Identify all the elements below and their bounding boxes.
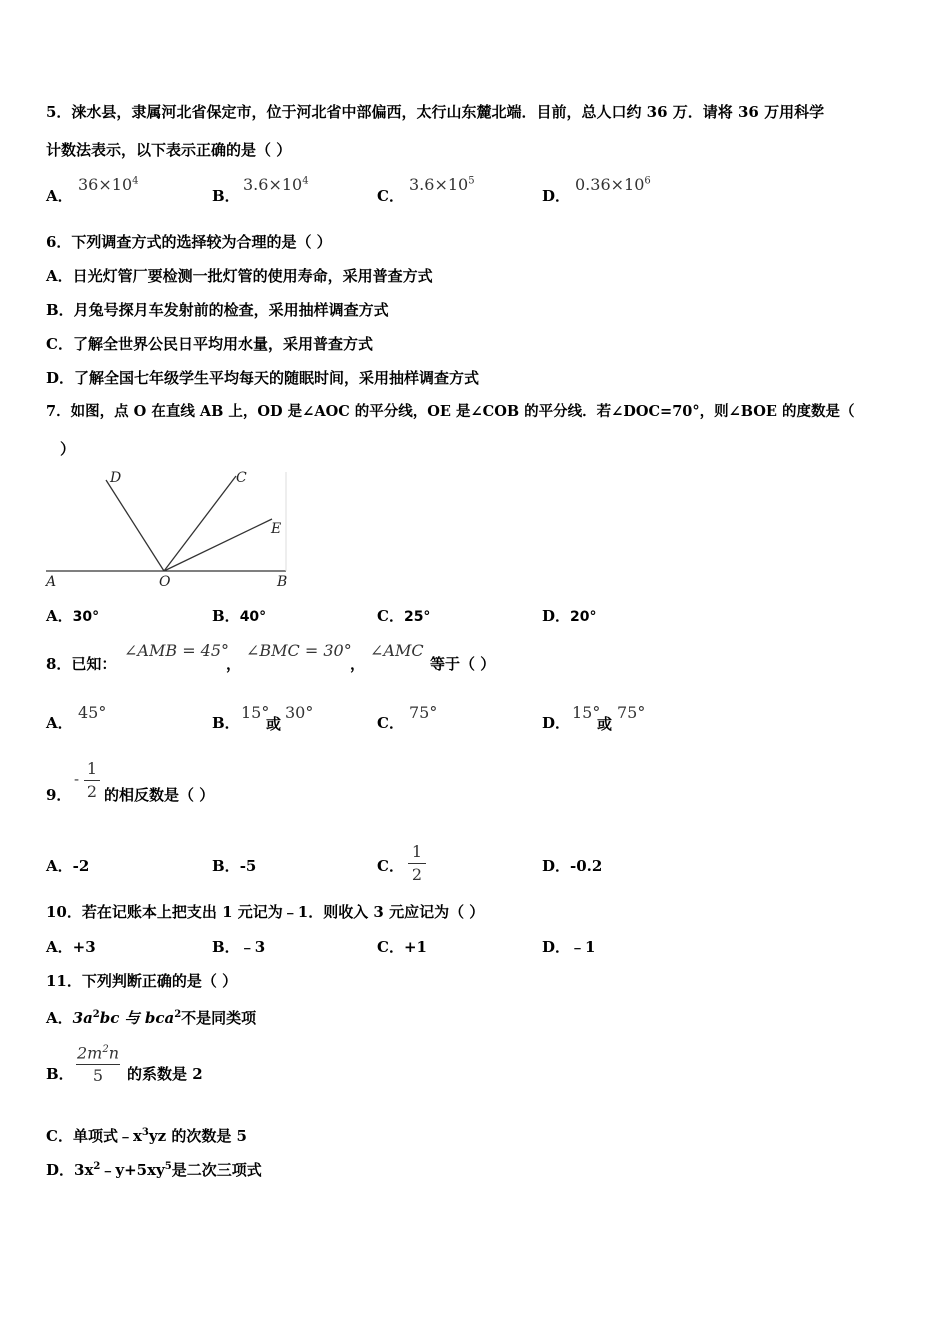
q8-option-b-v2: 30° bbox=[285, 703, 314, 722]
q11-option-b-denominator: 5 bbox=[92, 1066, 104, 1086]
q5-stem-line1: 5．涞水县，隶属河北省保定市，位于河北省中部偏西，太行山东麓北端．目前，总人口约 36 万．请将 36 万用科学 bbox=[46, 103, 825, 121]
q10-option-d: D．﹣1 bbox=[542, 938, 596, 956]
q8-sep1: ， bbox=[226, 655, 242, 673]
q9-option-c-bar bbox=[408, 863, 426, 864]
q11-stem: 11．下列判断正确的是（ ） bbox=[46, 972, 238, 990]
q5-option-b: B． bbox=[212, 187, 240, 205]
q7-stem-line2: ） bbox=[60, 440, 76, 458]
label-e: E bbox=[271, 521, 282, 537]
ray-oc bbox=[164, 476, 236, 571]
q10-option-c: C．+1 bbox=[377, 938, 427, 956]
q11-option-a: A．$3a^2bc$ 与 bca$^2$不是同类项 bbox=[46, 1009, 257, 1027]
q7-option-a: A．30° bbox=[46, 607, 100, 625]
q8-option-b-v1: 15° bbox=[241, 703, 270, 722]
q5-option-d-value: $0.36\times 10^6$ bbox=[575, 175, 651, 194]
q11-option-b-label: B． bbox=[46, 1065, 74, 1083]
q9-fraction-bar bbox=[84, 780, 100, 781]
q8-angle-amb: ∠AMB = 45° bbox=[124, 641, 230, 660]
q8-suffix: 等于（ ） bbox=[430, 655, 496, 673]
q9-option-d: D．-0.2 bbox=[542, 857, 603, 875]
q5-option-a-value: $36\times 10^4$ bbox=[78, 175, 139, 194]
q6-option-a: A．日光灯管厂要检测一批灯管的使用寿命，采用普查方式 bbox=[46, 267, 433, 285]
q11-option-b-fraction bbox=[76, 1041, 120, 1085]
q9-fraction bbox=[84, 760, 100, 801]
q5-option-d: D． bbox=[542, 187, 571, 205]
q7-stem-line1: 7．如图，点 O 在直线 AB 上，OD 是∠AOC 的平分线，OE 是∠COB 的平分线．若∠DOC=70°，则∠BOE 的度数是（ bbox=[46, 403, 855, 420]
q11-option-c: C．单项式$﹣x^3yz$ 的次数是 5 bbox=[46, 1127, 247, 1145]
q10-option-b: B．﹣3 bbox=[212, 938, 266, 956]
q7-angle-figure bbox=[40, 462, 292, 588]
q8-option-b-or: 或 bbox=[266, 715, 282, 733]
q5-option-c-value: $3.6\times 10^5$ bbox=[409, 175, 475, 194]
ray-od bbox=[106, 480, 164, 571]
q6-stem: 6．下列调查方式的选择较为合理的是（ ） bbox=[46, 233, 332, 251]
q5-stem-line2: 计数法表示，以下表示正确的是（ ） bbox=[46, 141, 292, 159]
q9-option-c-numerator: 1 bbox=[411, 842, 423, 861]
label-a: A bbox=[46, 574, 57, 588]
q5-option-b-value: $3.6\times 10^4$ bbox=[243, 175, 309, 194]
q7-option-b: B．40° bbox=[212, 607, 267, 625]
q9-number: 9． bbox=[46, 786, 72, 804]
q9-option-a: A．-2 bbox=[46, 857, 90, 875]
q8-option-c: C． bbox=[377, 714, 404, 732]
ray-oe bbox=[164, 519, 272, 571]
label-d: D bbox=[110, 470, 122, 486]
q9-option-b: B．-5 bbox=[212, 857, 257, 875]
q8-option-d: D． bbox=[542, 714, 571, 732]
q6-option-c: C．了解全世界公民日平均用水量，采用普查方式 bbox=[46, 335, 373, 353]
q9-option-c-fraction bbox=[408, 843, 426, 884]
q8-option-d-v2: 75° bbox=[617, 703, 646, 722]
q6-option-b: B．月兔号探月车发射前的检查，采用抽样调查方式 bbox=[46, 301, 389, 319]
q11-option-b-numerator: $2m^2n$ bbox=[76, 1043, 120, 1063]
q7-option-d: D．20° bbox=[542, 607, 597, 625]
q8-sep2: ， bbox=[350, 655, 366, 673]
q9-fraction-numerator: 1 bbox=[86, 759, 98, 778]
q8-angle-amc: ∠AMC bbox=[370, 641, 424, 660]
q9-fraction-denominator: 2 bbox=[86, 782, 98, 801]
q5-option-a: A． bbox=[46, 187, 73, 205]
label-b: B bbox=[277, 574, 288, 588]
q8-option-a: A． bbox=[46, 714, 73, 732]
q8-option-b: B． bbox=[212, 714, 240, 732]
q10-stem: 10．若在记账本上把支出 1 元记为﹣1．则收入 3 元应记为（ ） bbox=[46, 903, 485, 921]
label-c: C bbox=[236, 470, 247, 486]
q7-option-c: C．25° bbox=[377, 607, 431, 625]
q8-angle-bmc: ∠BMC = 30° bbox=[246, 641, 352, 660]
q11-option-b-bar bbox=[76, 1064, 120, 1065]
q8-option-a-v1: 45° bbox=[78, 703, 107, 722]
q9-option-c-denominator: 2 bbox=[411, 865, 423, 884]
q8-prefix: 8．已知： bbox=[46, 655, 117, 673]
label-o: O bbox=[159, 574, 171, 588]
q5-option-c: C． bbox=[377, 187, 404, 205]
q10-option-a: A．+3 bbox=[46, 938, 96, 956]
q8-option-d-v1: 15° bbox=[572, 703, 601, 722]
q11-option-d: D．$3x^2﹣y+5xy^5$是二次三项式 bbox=[46, 1161, 262, 1179]
q9-option-c: C． bbox=[377, 857, 404, 875]
q8-option-c-v1: 75° bbox=[409, 703, 438, 722]
q11-option-b-text: 的系数是 2 bbox=[127, 1065, 203, 1083]
q8-option-d-or: 或 bbox=[597, 715, 613, 733]
q9-minus: - bbox=[74, 770, 80, 788]
q6-option-d: D．了解全国七年级学生平均每天的随眠时间，采用抽样调查方式 bbox=[46, 369, 480, 387]
q9-suffix: 的相反数是（ ） bbox=[104, 786, 215, 804]
